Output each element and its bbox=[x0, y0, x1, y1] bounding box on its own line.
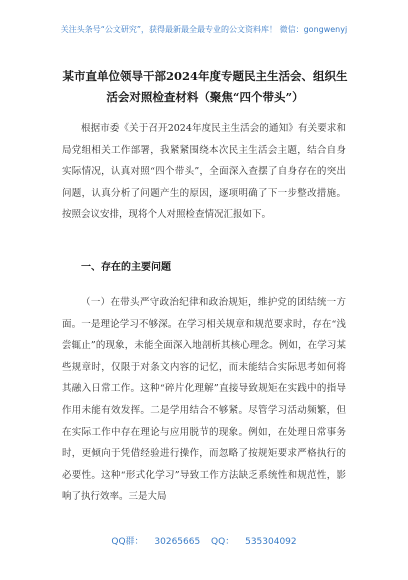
footer-contact[interactable]: QQ群： 30265665 QQ： 535304092 bbox=[111, 537, 297, 547]
section-heading: 一、存在的主要问题 bbox=[81, 262, 171, 273]
section-paragraph: （一）在带头严守政治纪律和政治规矩，维护党的团结统一方面。一是理论学习不够深。在学习相关规章和规范要求时，存在“浅尝辄止”的现象，未能全面深入地剖析其核心理念。例如，在学习某些规章时，仅限于对条文内容的记忆，而未能结合实际思考如何将其融入日常工作。这种“碎片化理解”直接导致规矩在实践中的指导作用未能有效发挥。二是学用结合不够紧。尽管学习活动频繁，但在实际工作中存在理论与应用脱节的现象。例如，在处理日常事务时，更倾向于凭借经验进行操作，而忽略了按规矩要求严格执行的必要性。这种“形式化学习”导致工作方法缺乏系统性和规范性，影响了执行效率。三是大局 bbox=[62, 297, 346, 503]
header-banner[interactable]: 关注头条号“公文研究”，获得最新最全最专业的公文资料库！ 微信：gongwenyj bbox=[60, 25, 348, 34]
document-title: 某市直单位领导干部2024年度专题民主生活会、组织生活会对照检查材料（聚焦“四个带头”） bbox=[62, 69, 348, 104]
intro-paragraph: 根据市委《关于召开2024年度民主生活会的通知》有关要求和局党组相关工作部署，我紧紧围绕本次民主生活会主题，结合自身实际情况，认真对照“四个带头”，全面深入查摆了自身存在的突出问题，认真分析了问题产生的原因，逐项明确了下一步整改措施。按照会议安排，现将个人对照检查情况汇报如下。 bbox=[62, 123, 346, 221]
